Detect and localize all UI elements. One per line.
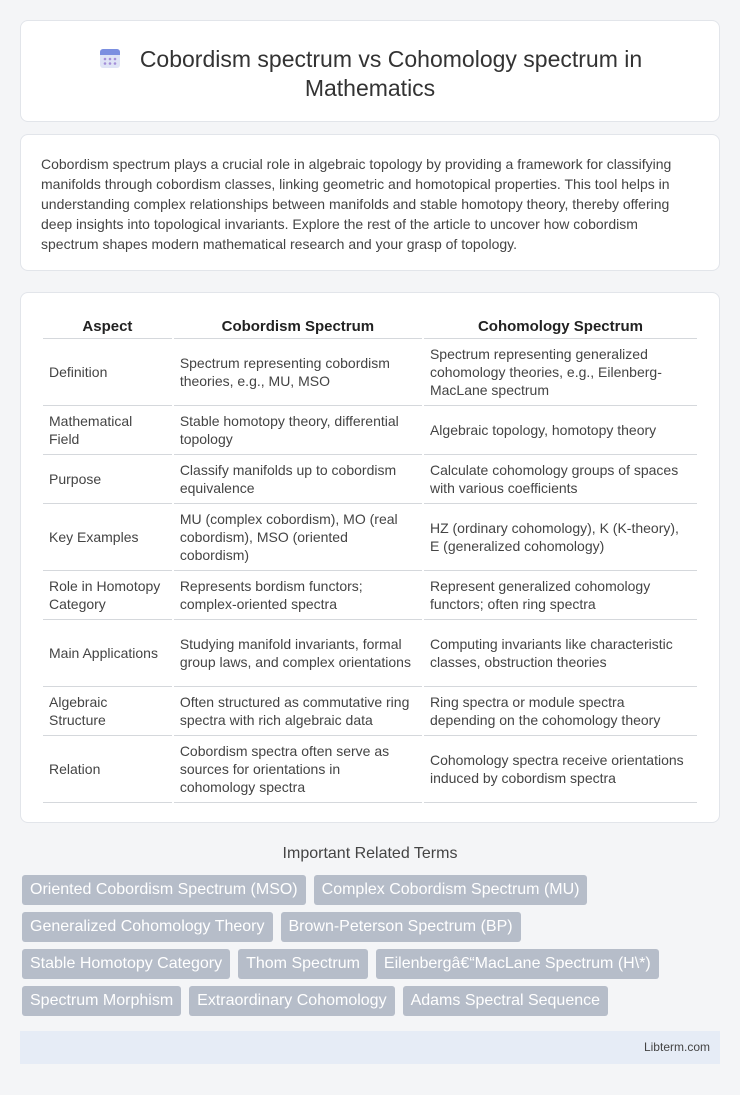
- table-row: [43, 455, 697, 504]
- table-row: [43, 571, 697, 620]
- table-cell: Classify manifolds up to cobordism equivalence: [174, 455, 422, 504]
- table-row: [43, 504, 697, 571]
- table-cell: Stable homotopy theory, differential topology: [174, 406, 422, 455]
- related-term-tag[interactable]: Adams Spectral Sequence: [403, 986, 608, 1016]
- intro-card: [20, 134, 720, 271]
- table-cell: Computing invariants like characteristic classes, obstruction theories: [424, 620, 697, 687]
- table-cell: Cobordism spectra often serve as sources for orientations in cohomology spectra: [174, 736, 422, 803]
- table-cell: Spectrum representing generalized cohomology theories, e.g., Eilenberg-MacLane spectrum: [424, 339, 697, 406]
- table-cell: Studying manifold invariants, formal group laws, and complex orientations: [174, 620, 422, 687]
- table-row: [43, 620, 697, 687]
- related-terms-heading: Important Related Terms: [282, 845, 458, 862]
- related-term-tag[interactable]: Generalized Cohomology Theory: [22, 912, 273, 942]
- tag-row: [22, 912, 722, 942]
- table-cell: Algebraic topology, homotopy theory: [424, 406, 697, 455]
- table-row: [43, 406, 697, 455]
- related-term-tag[interactable]: Extraordinary Cohomology: [189, 986, 394, 1016]
- table-cell: Main Applications: [43, 620, 172, 687]
- table-cell: Key Examples: [43, 504, 172, 571]
- related-term-tag[interactable]: Brown-Peterson Spectrum (BP): [281, 912, 521, 942]
- table-row: [43, 736, 697, 803]
- table-cell: Purpose: [43, 455, 172, 504]
- related-term-tag[interactable]: Oriented Cobordism Spectrum (MSO): [22, 875, 306, 905]
- related-term-tag[interactable]: Stable Homotopy Category: [22, 949, 230, 979]
- column-header-aspect: Aspect: [43, 317, 172, 339]
- table-row: [43, 339, 697, 406]
- tag-row: [22, 875, 722, 905]
- table-cell: Relation: [43, 736, 172, 803]
- related-term-tag[interactable]: Spectrum Morphism: [22, 986, 181, 1016]
- related-term-tag[interactable]: Eilenbergâ€“MacLane Spectrum (H\*): [376, 949, 659, 979]
- table-cell: Role in Homotopy Category: [43, 571, 172, 620]
- comparison-table: [41, 317, 699, 803]
- page-title: [21, 45, 719, 103]
- table-row: [43, 687, 697, 736]
- footer-site-link[interactable]: Libterm.com: [643, 1040, 710, 1054]
- table-header-row: [43, 317, 697, 339]
- intro-paragraph: Cobordism spectrum plays a crucial role in algebraic topology by providing a framework for classifying manifolds through cobordism classes, linking geometric and homotopical properties. This tool helps in understanding complex relationships between manifolds and stable homotopy theory, thereby offering deep insights into topological invariants. Explore the rest of the article to uncover how cobordism spectrum shapes modern mathematical research and your grasp of topology.: [41, 156, 672, 252]
- table-cell: Algebraic Structure: [43, 687, 172, 736]
- page-title-text: Cobordism spectrum vs Cohomology spectrum in Mathematics: [139, 46, 643, 101]
- table-cell: Ring spectra or module spectra depending on the cohomology theory: [424, 687, 697, 736]
- table-cell: Spectrum representing cobordism theories, e.g., MU, MSO: [174, 339, 422, 406]
- tag-row: [22, 986, 722, 1016]
- table-cell: Mathematical Field: [43, 406, 172, 455]
- calendar-icon: [98, 46, 122, 70]
- related-term-tag[interactable]: Thom Spectrum: [238, 949, 368, 979]
- table-cell: Often structured as commutative ring spectra with rich algebraic data: [174, 687, 422, 736]
- column-header-cohomology: Cohomology Spectrum: [424, 317, 697, 339]
- table-cell: Represents bordism functors; complex-oriented spectra: [174, 571, 422, 620]
- title-card: [20, 20, 720, 122]
- related-term-tag[interactable]: Complex Cobordism Spectrum (MU): [314, 875, 588, 905]
- table-cell: Definition: [43, 339, 172, 406]
- footer: [20, 1031, 720, 1064]
- table-cell: HZ (ordinary cohomology), K (K-theory), E (generalized cohomology): [424, 504, 697, 571]
- table-cell: MU (complex cobordism), MO (real cobordism), MSO (oriented cobordism): [174, 504, 422, 571]
- table-cell: Represent generalized cohomology functors; often ring spectra: [424, 571, 697, 620]
- table-cell: Cohomology spectra receive orientations induced by cobordism spectra: [424, 736, 697, 803]
- table-cell: Calculate cohomology groups of spaces with various coefficients: [424, 455, 697, 504]
- related-terms-list: [22, 875, 722, 1023]
- column-header-cobordism: Cobordism Spectrum: [174, 317, 422, 339]
- comparison-table-card: [20, 292, 720, 823]
- tag-row: [22, 949, 722, 979]
